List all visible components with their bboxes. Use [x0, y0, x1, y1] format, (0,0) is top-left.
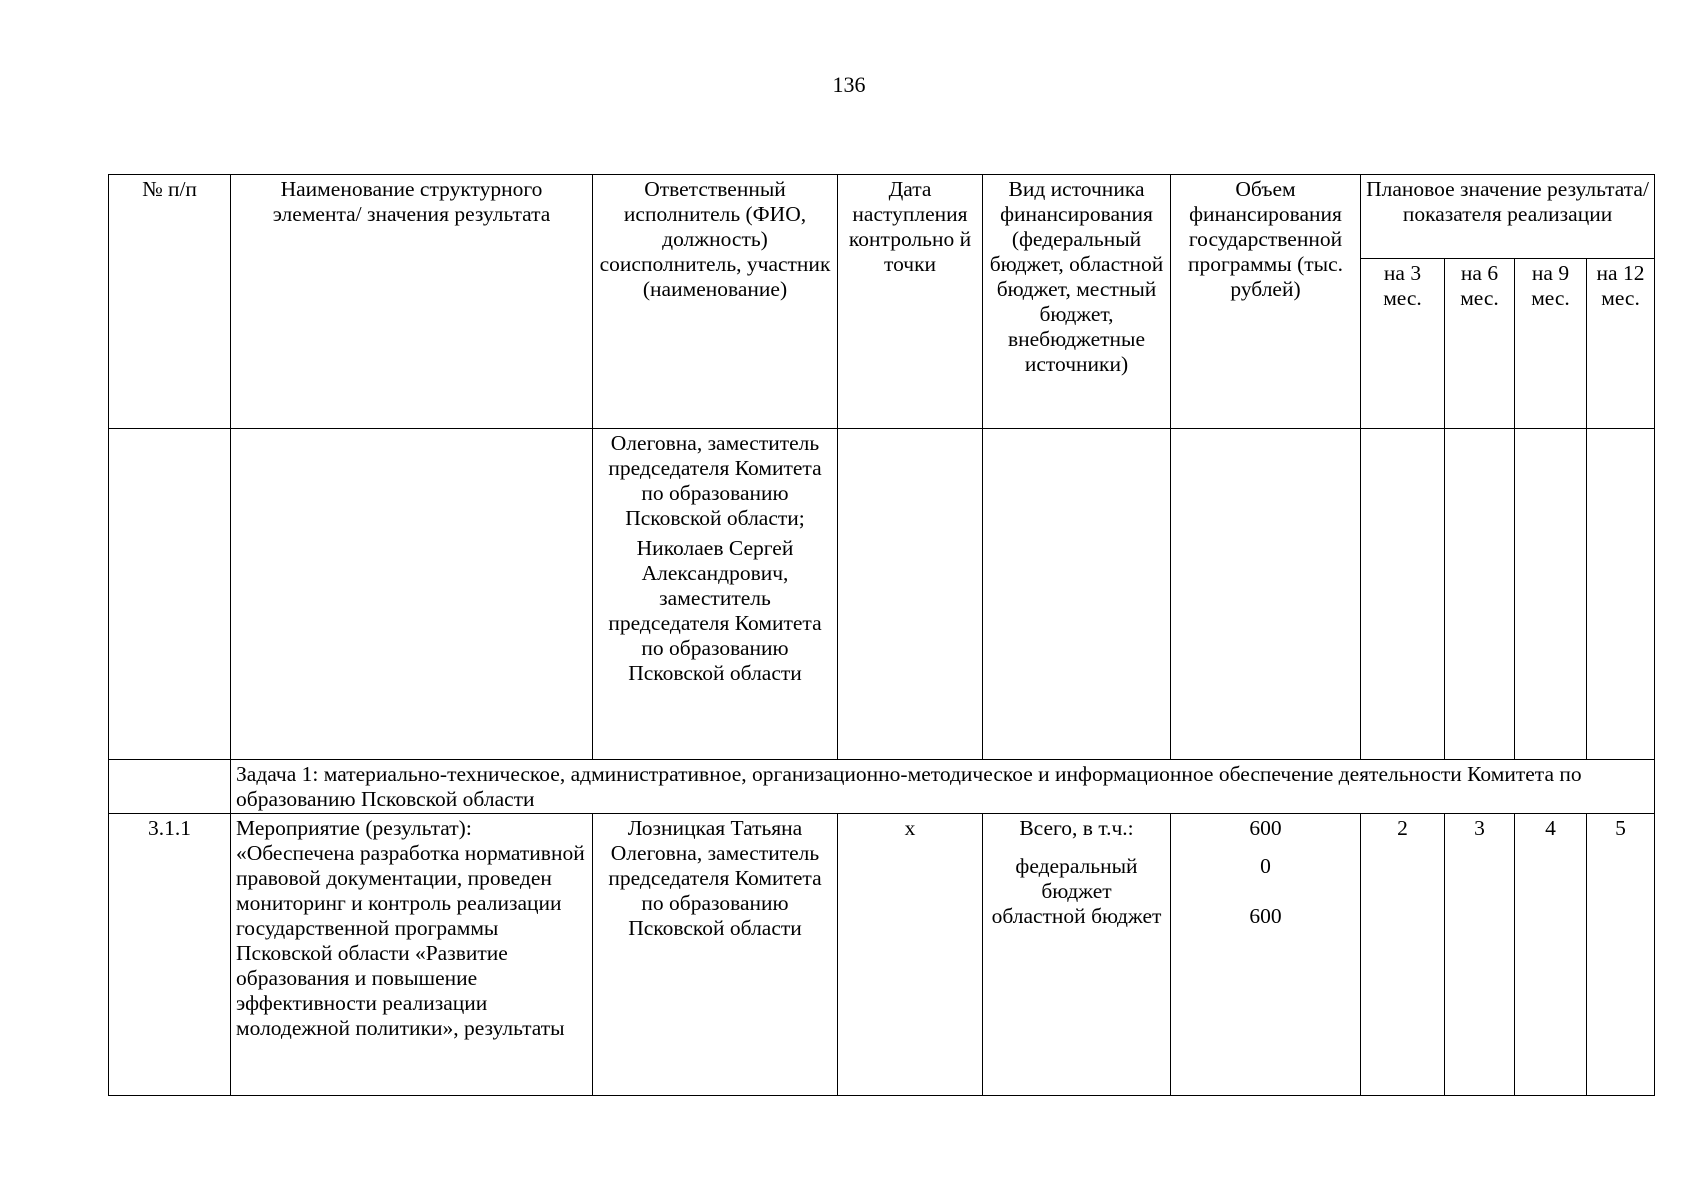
- cell-q12-empty: [1587, 429, 1655, 760]
- cell-date-empty: [838, 429, 983, 760]
- header-q6: на 6 мес.: [1445, 259, 1515, 429]
- header-planned: Плановое значение результата/показателя реализации: [1361, 175, 1655, 259]
- table-row-event: [109, 814, 1655, 1096]
- event-q9: 4: [1515, 814, 1587, 1096]
- table-header-row: [109, 175, 1655, 259]
- cell-responsible-continued: [593, 429, 838, 760]
- header-volume: Объем финансирования государственной программы (тыс. рублей): [1171, 175, 1361, 429]
- header-source: Вид источника финансирования (федеральный бюджет, областной бюджет, местный бюджет, внебюджетные источники): [983, 175, 1171, 429]
- header-date: Дата наступления контрольно й точки: [838, 175, 983, 429]
- cell-q3-empty: [1361, 429, 1445, 760]
- cell-volume-empty: [1171, 429, 1361, 760]
- responsible-text-2: Николаев Сергей Александрович, заместитель председателя Комитета по образованию Псковской области: [608, 536, 822, 685]
- program-plan-table: [108, 174, 1655, 1096]
- event-q12: 5: [1587, 814, 1655, 1096]
- cell-name-empty: [231, 429, 593, 760]
- header-name: Наименование структурного элемента/ значения результата: [231, 175, 593, 429]
- header-q3: на 3 мес.: [1361, 259, 1445, 429]
- page-number: 136: [832, 72, 866, 97]
- source-total: Всего, в т.ч.:: [1019, 816, 1134, 840]
- event-date: x: [838, 814, 983, 1096]
- header-num: № п/п: [109, 175, 231, 429]
- event-source: [983, 814, 1171, 1096]
- cell-source-empty: [983, 429, 1171, 760]
- cell-num-empty: [109, 429, 231, 760]
- task-description: Задача 1: материально-техническое, административное, организационно-методическое и информационное обеспечение деятельности Комитета по образованию Псковской области: [231, 760, 1655, 814]
- header-q12: на 12 мес.: [1587, 259, 1655, 429]
- cell-q9-empty: [1515, 429, 1587, 760]
- event-q6: 3: [1445, 814, 1515, 1096]
- event-volume: [1171, 814, 1361, 1096]
- event-q3: 2: [1361, 814, 1445, 1096]
- table-row-task: [109, 760, 1655, 814]
- volume-regional: 600: [1249, 904, 1282, 928]
- responsible-text-1: Олеговна, заместитель председателя Комитета по образованию Псковской области;: [608, 431, 822, 530]
- event-responsible: Лозницкая Татьяна Олеговна, заместитель председателя Комитета по образованию Псковской области: [593, 814, 838, 1096]
- source-federal: федеральный бюджет: [1015, 854, 1138, 903]
- cell-q6-empty: [1445, 429, 1515, 760]
- table-row-continuation: [109, 429, 1655, 760]
- source-regional: областной бюджет: [991, 904, 1162, 928]
- event-num: 3.1.1: [109, 814, 231, 1096]
- header-q9: на 9 мес.: [1515, 259, 1587, 429]
- cell-task-num-empty: [109, 760, 231, 814]
- volume-total: 600: [1249, 816, 1282, 840]
- event-name: Мероприятие (результат): «Обеспечена разработка нормативной правовой документации, проведен мониторинг и контроль реализации государственной программы Псковской области «Развитие образования и повышение эффективности реализации молодежной политики», результаты: [231, 814, 593, 1096]
- volume-federal: 0: [1260, 854, 1271, 878]
- header-responsible: Ответственный исполнитель (ФИО, должность) соисполнитель, участник (наименование): [593, 175, 838, 429]
